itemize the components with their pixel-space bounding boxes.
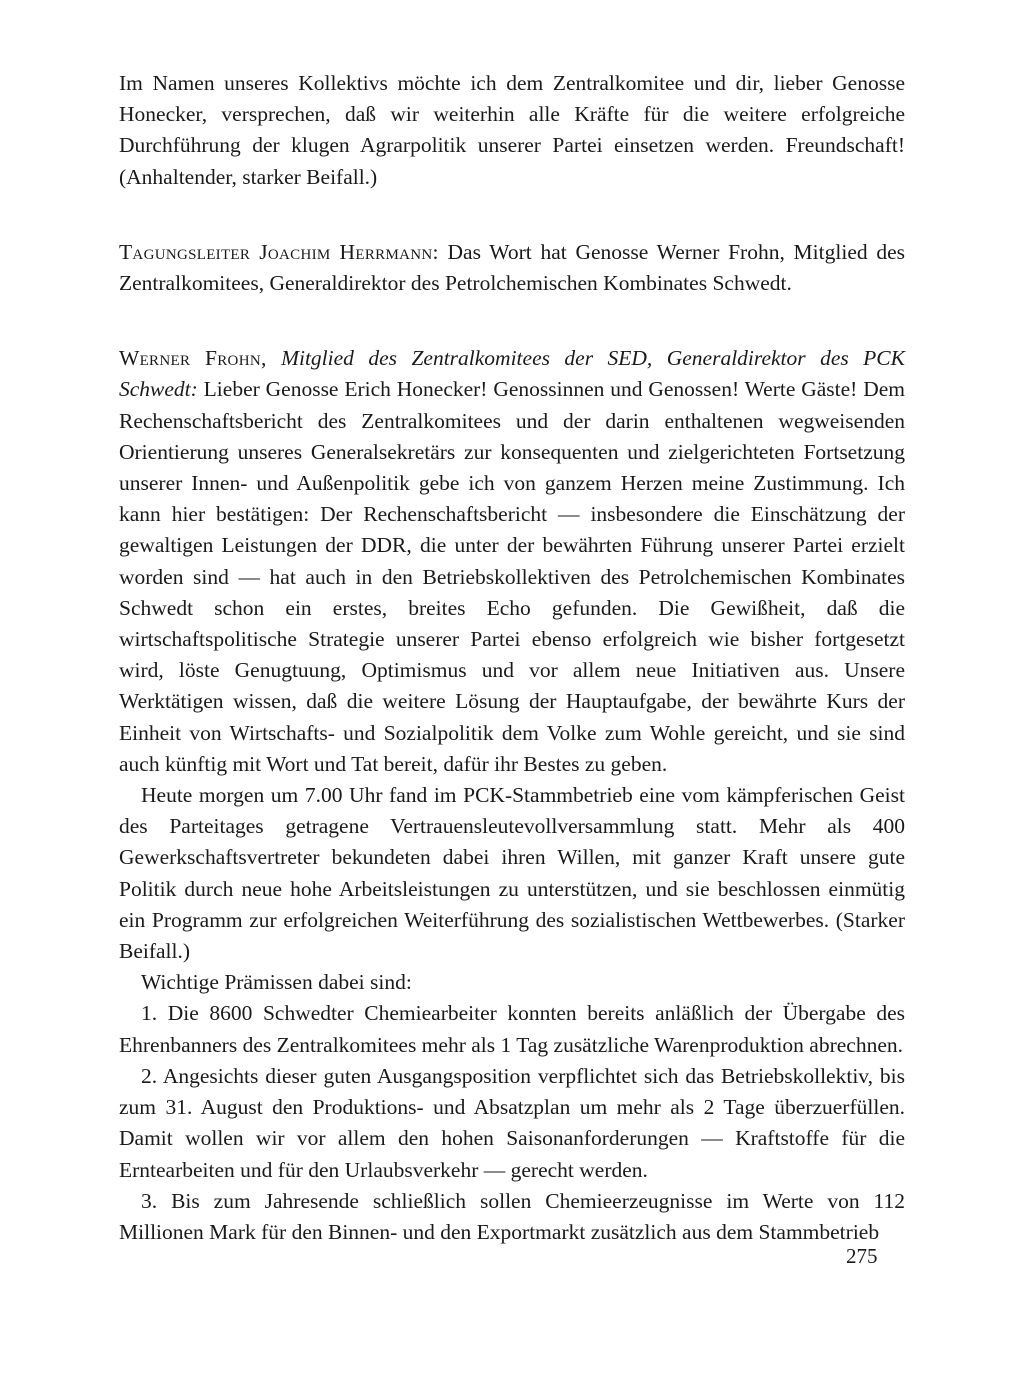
section-gap (119, 299, 905, 343)
closing-remarks-block (119, 68, 905, 193)
speech-opening-text: Lieber Genosse Erich Honecker! Genossinnen und Genossen! Werte Gäste! Dem Rechenschaftsbericht des Zentralkomitees und der darin enthaltenen wegweisenden Orientierung unseres Generalsekretärs zur konsequenten und zielgerichteten Fortsetzung unserer Innen- und Außenpolitik gebe ich von ganzem Herzen meine Zustimmung. Ich kann hier bestätigen: Der Rechenschaftsbericht — insbesondere die Einschätzung der gewaltigen Leistungen der DDR, die unter der bewährten Führung unserer Partei erzielt worden sind — hat auch in den Betriebskollektiven des Petrolchemischen Kombinates Schwedt schon ein erstes, breites Echo gefunden. Die Gewißheit, daß die wirtschaftspolitische Strategie unserer Partei ebenso erfolgreich wie bisher fortgesetzt wird, löste Genugtuung, Optimismus und vor allem neue Initiativen aus. Unsere Werktätigen wissen, daß die weitere Lösung der Hauptaufgabe, der bewährte Kurs der Einheit von Wirtschafts- und Sozialpolitik dem Volke zum Wohle gereicht, und sie sind auch künftig mit Wort und Tat bereit, dafür ihr Bestes zu geben. (119, 377, 905, 776)
chair-speaker-name: Tagungsleiter Joachim Herrmann: (119, 239, 439, 264)
premise-item-2: 2. Angesichts dieser guten Ausgangsposition verpflichtet sich das Betriebskollektiv, bis zum 31. August den Produktions- und Absatzplan um mehr als 2 Tage überzuerfüllen. Damit wollen wir vor allem den hohen Saisonanforderungen — Kraftstoffe für die Erntearbeiten und für den Urlaubsverkehr — gerecht werden. (119, 1063, 905, 1182)
speaker-name: Werner Frohn, (119, 346, 267, 371)
page-body (119, 68, 905, 1248)
chair-announcement (119, 237, 905, 299)
closing-paragraph: Im Namen unseres Kollektivs möchte ich dem Zentralkomitee und dir, lieber Genosse Honecker, versprechen, daß wir weiterhin alle Kräfte für die weitere erfolgreiche Durchführung der klugen Agrarpolitik unserer Partei einsetzen werden. Freundschaft! (Anhaltender, starker Beifall.) (119, 71, 905, 189)
speaker-role: Mitglied des Zentralkomitees der SED, Generaldirektor des PCK Schwedt: (119, 346, 905, 402)
premise-item-3: 3. Bis zum Jahresende schließlich sollen Chemieerzeugnisse im Werte von 112 Millionen Mark für den Binnen- und den Exportmarkt zusätzlich aus dem Stammbetrieb (119, 1188, 905, 1244)
page-number: 275 (846, 1244, 878, 1268)
speech-paragraph-premises: Wichtige Prämissen dabei sind: (141, 970, 412, 995)
section-gap (119, 193, 905, 237)
chair-announcement-block (119, 237, 905, 299)
speech-opening (119, 343, 905, 780)
premise-item-1: 1. Die 8600 Schwedter Chemiearbeiter konnten bereits anläßlich der Übergabe des Ehrenbanners des Zentralkomitees mehr als 1 Tag zusätzliche Warenproduktion abrechnen. (119, 1001, 905, 1057)
speech-paragraph-assembly: Heute morgen um 7.00 Uhr fand im PCK-Stammbetrieb eine vom kämpferischen Geist des Parteitages getragene Vertrauensleutevollversammlung statt. Mehr als 400 Gewerkschaftsvertreter bekundeten dabei ihren Willen, mit ganzer Kraft unsere gute Politik durch neue hohe Arbeitsleistungen zu unterstützen, und sie beschlossen einmütig ein Programm zur erfolgreichen Weiterführung des sozialistischen Wettbewerbes. (Starker Beifall.) (119, 783, 905, 964)
chair-announcement-text: Das Wort hat Genosse Werner Frohn, Mitglied des Zentralkomitees, Generaldirektor des Petrolchemischen Kombinates Schwedt. (119, 239, 905, 296)
speech-block (119, 343, 905, 1248)
